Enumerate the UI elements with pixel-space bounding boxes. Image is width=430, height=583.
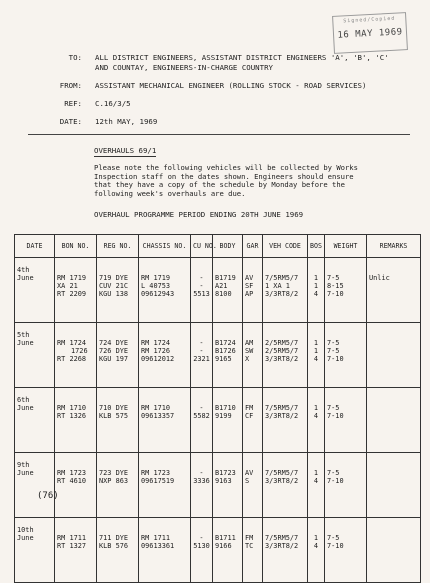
stamp-text: Signed/Copied (343, 15, 396, 25)
cell-bos (308, 518, 325, 583)
cell-text: 5130 (193, 542, 210, 551)
header-reg-no: REG NO. (97, 235, 139, 258)
date-label: DATE: (59, 117, 82, 126)
to-line-1: ALL DISTRICT ENGINEERS, ASSISTANT DISTRICT ENGINEERS 'A', 'B', 'C' (95, 53, 389, 62)
header-body: BODY (213, 235, 243, 258)
cell-text: 5th (17, 331, 30, 339)
cell-text: 710 DYE (99, 404, 129, 413)
cell-text: June (17, 404, 34, 413)
cell-text: 7-5 (327, 534, 340, 543)
cell-remarks (367, 323, 421, 388)
cell-chassis (139, 518, 191, 583)
cell-text: - (199, 534, 204, 543)
cell-text: RM 1723 (141, 469, 171, 478)
cell-text: 09613357 (141, 412, 175, 421)
cell-bon (55, 518, 97, 583)
cell-date (15, 388, 55, 453)
cell-gar (243, 258, 263, 323)
page-number: (76) (37, 491, 59, 501)
cell-text: 7/5RM5/7 (265, 404, 299, 413)
header-weight: WEIGHT (325, 235, 367, 258)
cell-text: B1710 (215, 404, 236, 413)
cell-body (213, 518, 243, 583)
cell-text: SW (245, 347, 254, 356)
table-row (15, 453, 421, 518)
cell-text: 1 (313, 534, 319, 543)
cell-remarks (367, 388, 421, 453)
ref-value: C.16/3/5 (95, 99, 131, 108)
cell-text: B1719 (215, 274, 236, 283)
cell-text: 9199 (215, 412, 232, 421)
cell-veh-code (263, 258, 308, 323)
cell-text: 724 DYE (99, 339, 129, 348)
cell-cu (191, 453, 213, 518)
cell-text: 2321 (193, 355, 210, 364)
cell-text: 2/5RM5/7 (265, 347, 299, 356)
cell-text: RM 1726 (141, 347, 171, 356)
cell-weight (325, 258, 367, 323)
cell-text: KGU 138 (99, 290, 129, 299)
cell-text: RT 1326 (57, 412, 87, 421)
cell-text: 1 (313, 282, 319, 291)
cell-gar (243, 453, 263, 518)
cell-text: FM (245, 534, 254, 543)
cell-text: 5513 (193, 290, 210, 299)
cell-text: A21 (215, 282, 228, 291)
cell-text: 3/3RT8/2 (265, 290, 299, 299)
cell-text: 10th (17, 526, 34, 534)
cell-text: AP (245, 290, 254, 299)
cell-text: 719 DYE (99, 274, 129, 283)
cell-reg (97, 323, 139, 388)
cell-reg (97, 258, 139, 323)
header-chassis-no: CHASSIS NO. (139, 235, 191, 258)
cell-body (213, 323, 243, 388)
header-bon-no: BON NO. (55, 235, 97, 258)
cell-gar (243, 323, 263, 388)
cell-text: B1726 (215, 347, 236, 356)
header-divider (28, 134, 410, 135)
cell-text: AV (245, 469, 254, 478)
table-row (15, 518, 421, 583)
cell-bos (308, 323, 325, 388)
cell-date (15, 518, 55, 583)
cell-text: 7-5 (327, 339, 340, 348)
cell-text: 09612943 (141, 290, 175, 299)
cell-text: - (199, 274, 204, 283)
cell-reg (97, 518, 139, 583)
cell-gar (243, 388, 263, 453)
cell-text: - (199, 347, 204, 356)
cell-weight (325, 518, 367, 583)
header-remarks: REMARKS (367, 235, 421, 258)
cell-text: 9163 (215, 477, 232, 486)
paragraph-line: following week's overhauls are due. (94, 188, 246, 198)
cell-text: 09612012 (141, 355, 175, 364)
cell-text: 3336 (193, 477, 210, 486)
cell-text: AM (245, 339, 254, 348)
cell-remarks (367, 453, 421, 518)
cell-text: 3/3RT8/2 (265, 355, 299, 364)
cell-veh-code (263, 453, 308, 518)
cell-bon (55, 388, 97, 453)
table-row (15, 388, 421, 453)
paragraph-line: Please note the following vehicles will be collected by Works (94, 163, 358, 172)
overhaul-schedule-table (14, 234, 421, 583)
cell-text: June (17, 339, 34, 348)
cell-text: 1 XA 1 (265, 282, 290, 291)
cell-text: RT 2268 (57, 355, 87, 364)
cell-bos (308, 258, 325, 323)
cell-bon (55, 323, 97, 388)
cell-text: Unlic (369, 274, 390, 283)
cell-text: S (245, 477, 250, 486)
cell-remarks (367, 258, 421, 323)
cell-text: RM 1723 (57, 469, 87, 478)
cell-gar (243, 518, 263, 583)
cell-text: RM 1719 (141, 274, 171, 283)
from-value: ASSISTANT MECHANICAL ENGINEER (ROLLING STOCK - ROAD SERVICES) (95, 81, 367, 90)
cell-text: 711 DYE (99, 534, 129, 543)
table-header-row (15, 235, 421, 258)
stamp-date: 16 MAY 1969 (337, 27, 403, 41)
cell-text: - (199, 339, 204, 348)
cell-text: KLB 575 (99, 412, 129, 421)
cell-text: KGU 197 (99, 355, 129, 364)
cell-text: CF (245, 412, 254, 421)
table-row (15, 323, 421, 388)
cell-text: 1 (313, 347, 319, 356)
subject-heading: OVERHAULS 69/1 (94, 146, 157, 155)
to-line-2: AND COUNTAY, ENGINEERS-IN-CHARGE COUNTRY (95, 63, 273, 72)
cell-date (15, 258, 55, 323)
cell-text: RT 1327 (57, 542, 87, 551)
cell-text: B1724 (215, 339, 236, 348)
cell-date (15, 453, 55, 518)
header-veh-code: VEH CODE (263, 235, 308, 258)
cell-text: RM 1710 (141, 404, 171, 413)
cell-text: - (199, 282, 204, 291)
cell-text: 2/5RM5/7 (265, 339, 299, 348)
cell-text: 09613361 (141, 542, 175, 551)
subject-underline (94, 156, 156, 157)
programme-title: OVERHAUL PROGRAMME PERIOD ENDING 20TH JUNE 1969 (94, 210, 304, 219)
cell-text: 3/3RT8/2 (265, 477, 299, 486)
cell-text: RT 4610 (57, 477, 87, 486)
cell-reg (97, 388, 139, 453)
cell-text: 4th (17, 266, 30, 274)
cell-chassis (139, 258, 191, 323)
cell-weight (325, 323, 367, 388)
cell-weight (325, 453, 367, 518)
cell-text: KLB 576 (99, 542, 129, 551)
cell-text: 4 (313, 412, 319, 421)
cell-bon (55, 453, 97, 518)
cell-text: - (199, 404, 204, 413)
cell-text: 1 (313, 469, 319, 478)
cell-weight (325, 388, 367, 453)
cell-chassis (139, 453, 191, 518)
cell-veh-code (263, 323, 308, 388)
cell-text: 7-5 (327, 274, 340, 283)
cell-text: 9165 (215, 355, 232, 364)
cell-text: L 40753 (141, 282, 171, 291)
cell-text: 7-10 (327, 412, 344, 421)
cell-text: 723 DYE (99, 469, 129, 478)
header-gar: GAR (243, 235, 263, 258)
cell-text: 1 (313, 404, 319, 413)
cell-text: 4 (313, 542, 319, 551)
header-date: DATE (15, 235, 55, 258)
cell-text: June (17, 274, 34, 283)
cell-body (213, 388, 243, 453)
cell-text: 8100 (215, 290, 232, 299)
cell-text: 7-10 (327, 290, 344, 299)
cell-text: 726 DYE (99, 347, 129, 356)
cell-text: 4 (313, 355, 319, 364)
cell-text: XA 21 (57, 282, 78, 291)
cell-text: 6th (17, 396, 30, 404)
cell-text: CUV 21C (99, 282, 129, 291)
cell-text: June (17, 469, 34, 478)
cell-date (15, 323, 55, 388)
cell-text: - (199, 469, 204, 478)
cell-text: 4 (313, 477, 319, 486)
cell-text: 7/5RM5/7 (265, 534, 299, 543)
cell-text: 7-10 (327, 477, 344, 486)
received-stamp (332, 12, 408, 54)
cell-text: AV (245, 274, 254, 283)
cell-reg (97, 453, 139, 518)
cell-text: 7/5RM5/7 (265, 469, 299, 478)
cell-text: 8-15 (327, 282, 344, 291)
cell-body (213, 258, 243, 323)
header-cu-no: CU NO. (191, 235, 213, 258)
cell-text: RM 1719 (57, 274, 87, 283)
cell-text: 3/3RT8/2 (265, 412, 299, 421)
cell-bon (55, 258, 97, 323)
cell-text: SF (245, 282, 254, 291)
cell-text: 9166 (215, 542, 232, 551)
cell-text: TC (245, 542, 254, 551)
cell-text: June (17, 534, 34, 543)
instruction-paragraph (94, 164, 414, 198)
header-bos: BOS (308, 235, 325, 258)
cell-text: B1723 (215, 469, 236, 478)
cell-text: 7-5 (327, 404, 340, 413)
cell-text: 9th (17, 461, 30, 469)
paragraph-line: that they have a copy of the schedule by Monday before the (94, 180, 345, 190)
cell-text: RM 1724 (57, 339, 87, 348)
cell-text: 7-5 (327, 469, 340, 478)
cell-bos (308, 388, 325, 453)
cell-cu (191, 258, 213, 323)
cell-veh-code (263, 518, 308, 583)
cell-text: B1711 (215, 534, 236, 543)
cell-chassis (139, 323, 191, 388)
cell-cu (191, 388, 213, 453)
cell-text: 7-5 (327, 347, 340, 356)
cell-text: 4 (313, 290, 319, 299)
cell-text: RM 1711 (141, 534, 171, 543)
cell-text: 1 (313, 339, 319, 348)
cell-text: 09617519 (141, 477, 175, 486)
cell-bos (308, 453, 325, 518)
ref-label: REF: (64, 99, 82, 108)
cell-text: 7-10 (327, 355, 344, 364)
cell-text: FM (245, 404, 254, 413)
cell-text: 5582 (193, 412, 210, 421)
cell-body (213, 453, 243, 518)
date-value: 12th MAY, 1969 (95, 117, 158, 126)
cell-text: 1 (313, 274, 319, 283)
paragraph-line: Inspection staff on the dates shown. Engineers should ensure (94, 171, 354, 181)
cell-text: 1726 (71, 347, 88, 356)
cell-text: X (245, 355, 250, 364)
cell-text: RM 1724 (141, 339, 171, 348)
cell-cu (191, 518, 213, 583)
cell-cu (191, 323, 213, 388)
cell-text: NXP 863 (99, 477, 129, 486)
cell-text: 7/5RM5/7 (265, 274, 299, 283)
cell-text: RM 1711 (57, 534, 87, 543)
cell-text: 7-10 (327, 542, 344, 551)
cell-text: RM 1710 (57, 404, 87, 413)
cell-veh-code (263, 388, 308, 453)
cell-text: 3/3RT8/2 (265, 542, 299, 551)
cell-chassis (139, 388, 191, 453)
from-label: FROM: (59, 81, 82, 90)
to-label: TO: (68, 53, 82, 62)
cell-text: RT 2209 (57, 290, 87, 299)
table-row (15, 258, 421, 323)
cell-remarks (367, 518, 421, 583)
